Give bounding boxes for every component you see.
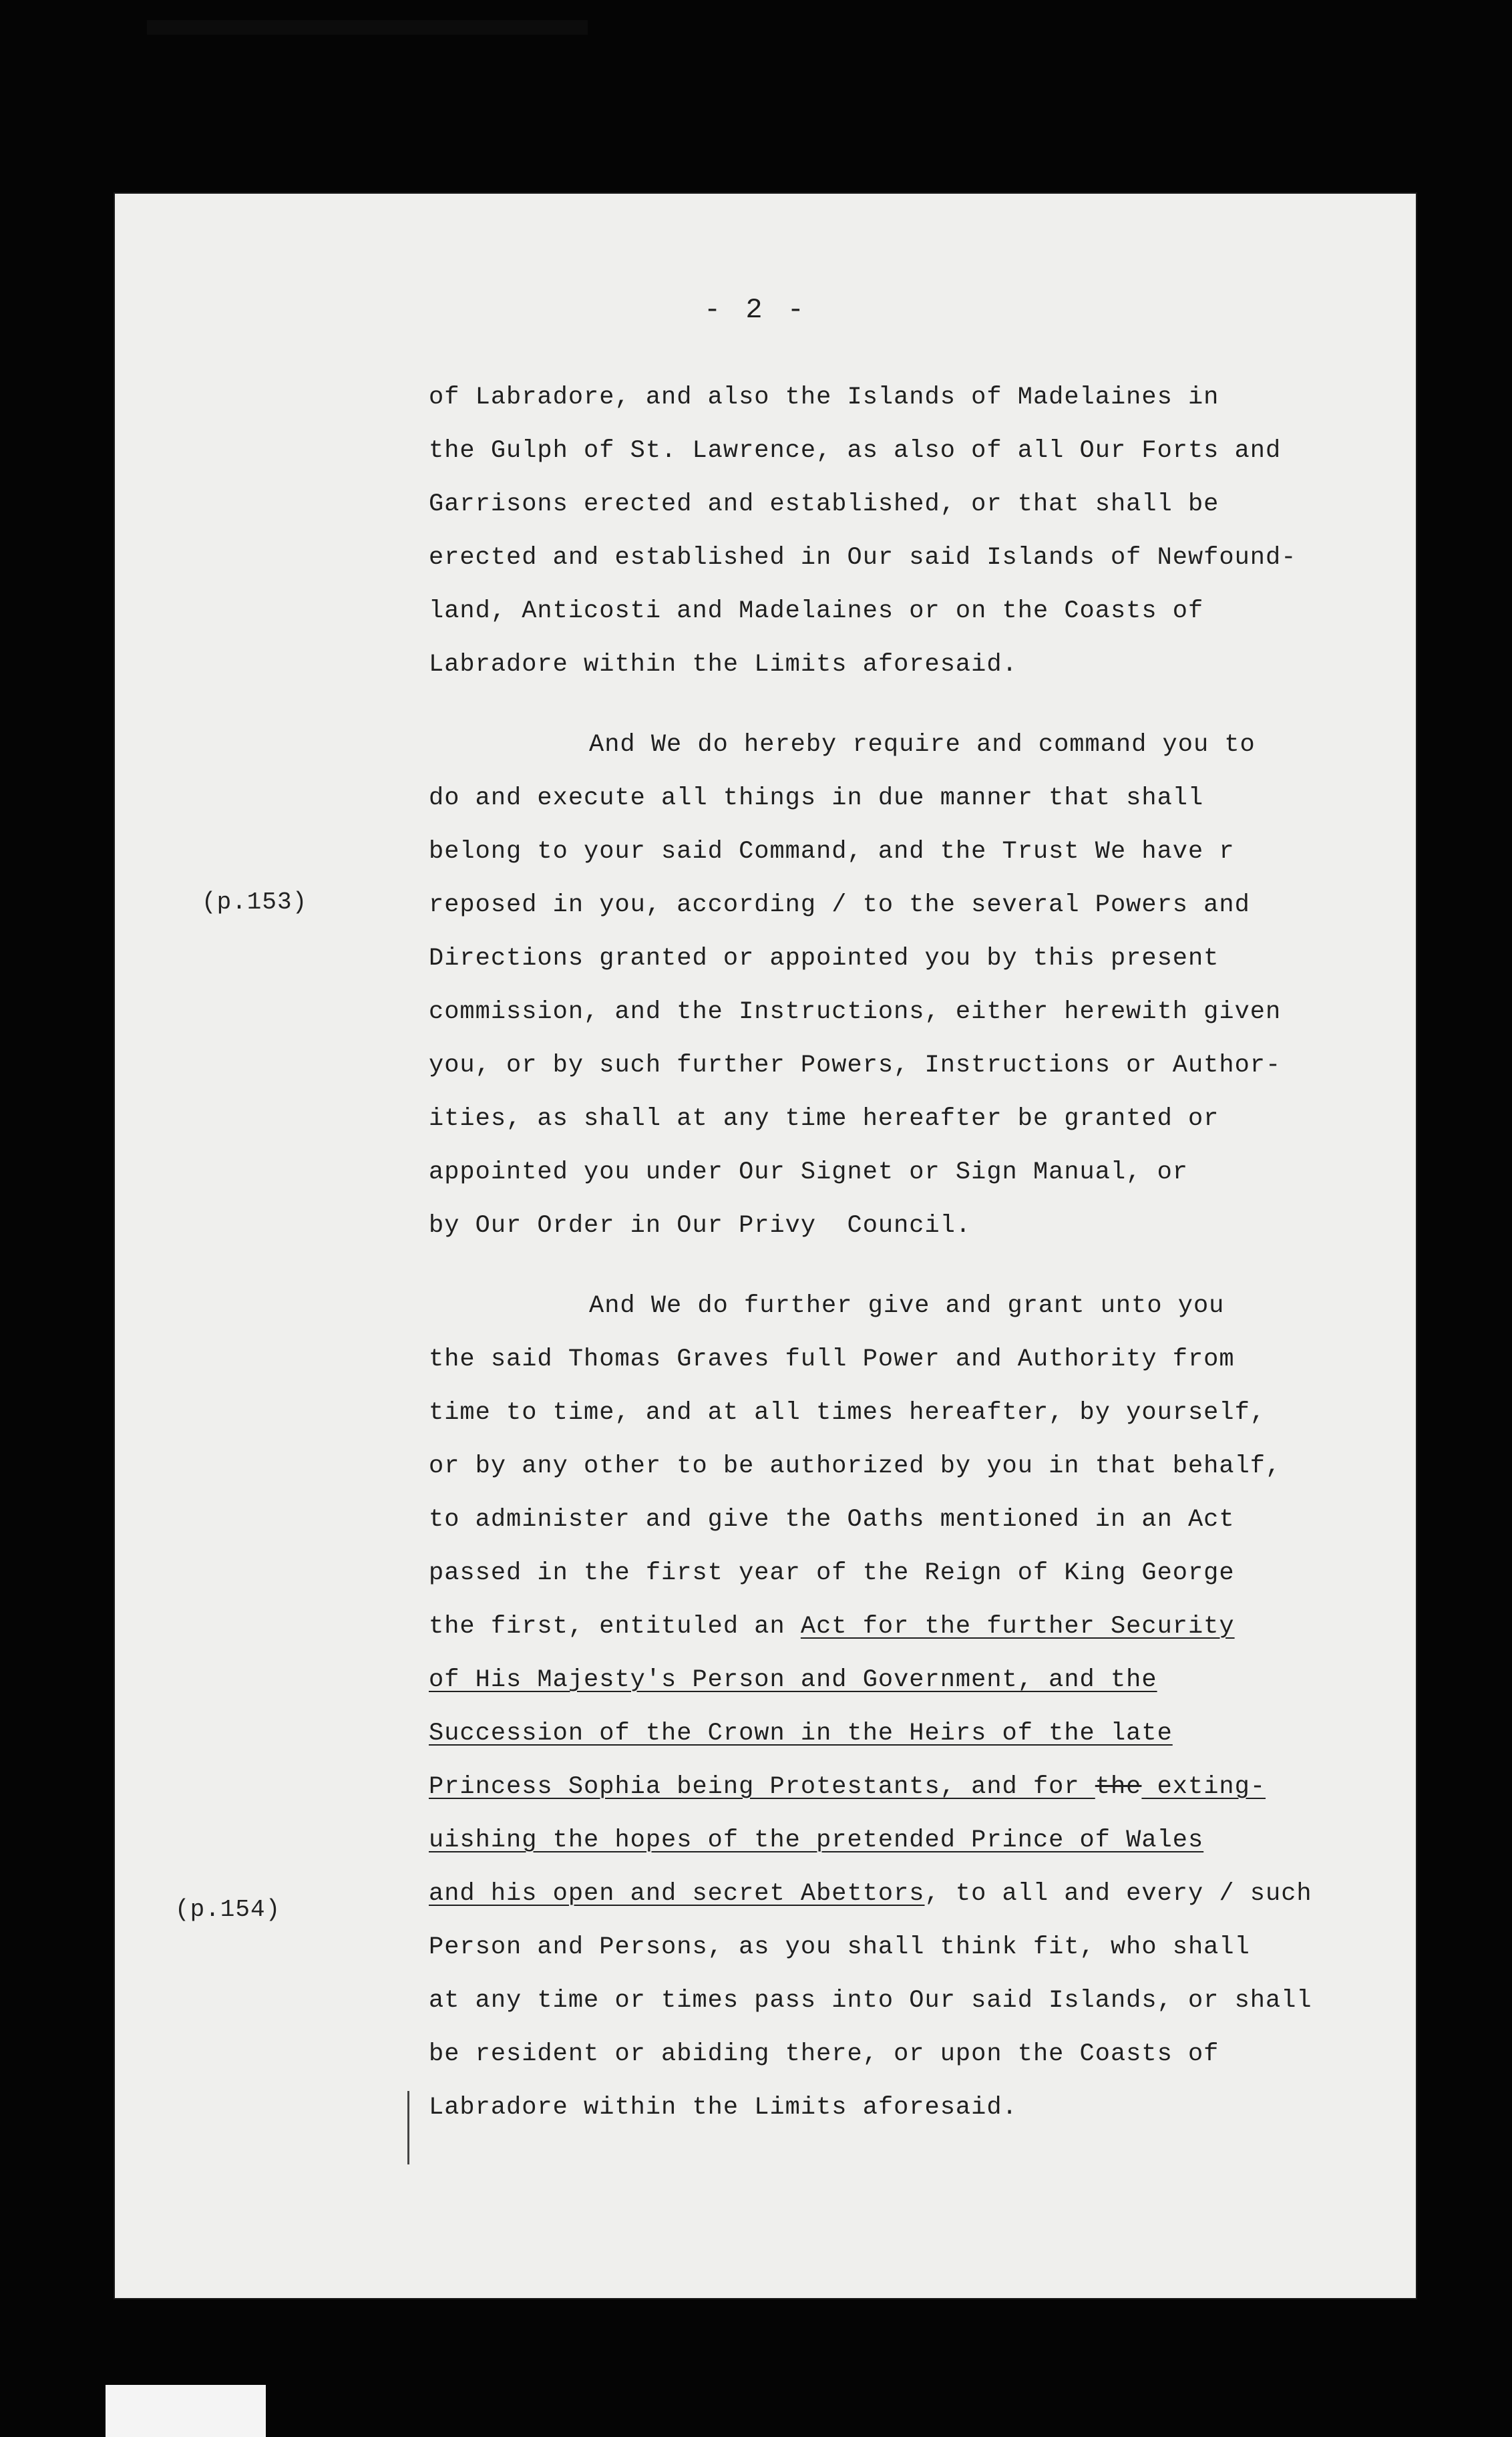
text-line: erected and established in Our said Islands of Newfound-: [429, 544, 1297, 572]
margin-reference-p154: (p.154): [175, 1896, 281, 1923]
text-line: to administer and give the Oaths mentioned in an Act: [429, 1506, 1235, 1534]
text-line: Labradore within the Limits aforesaid.: [429, 2094, 1018, 2122]
document-body: [429, 371, 1390, 2134]
text-line: be resident or abiding there, or upon the Coasts of: [429, 2040, 1219, 2068]
text-line: [429, 1600, 1390, 1653]
text-line: do and execute all things in due manner that shall: [429, 784, 1204, 812]
underlined-act-title: Princess Sophia being Protestants, and for: [429, 1773, 1095, 1801]
text-line: by Our Order in Our Privy Council.: [429, 1212, 972, 1240]
text-line: time to time, and at all times hereafter, by yourself,: [429, 1399, 1266, 1427]
text-line: And We do further give and grant unto you: [589, 1292, 1225, 1320]
text-line: of Labradore, and also the Islands of Madelaines in: [429, 383, 1219, 412]
text-line: Directions granted or appointed you by this present: [429, 945, 1219, 973]
text-line: Labradore within the Limits aforesaid.: [429, 651, 1018, 679]
underlined-act-title: of His Majesty's Person and Government, and the: [429, 1666, 1157, 1694]
underlined-act-title: Act for the further Security: [800, 1613, 1235, 1641]
underlined-act-title: exting-: [1141, 1773, 1266, 1801]
text-line: land, Anticosti and Madelaines or on the Coasts of: [429, 597, 1204, 625]
text-line: or by any other to be authorized by you in that behalf,: [429, 1452, 1282, 1480]
page-number: - 2 -: [703, 294, 809, 326]
text-line: commission, and the Instructions, either herewith given: [429, 998, 1282, 1026]
text-line: at any time or times pass into Our said Islands, or shall: [429, 1987, 1312, 2015]
scan-corner-tab: [106, 2385, 266, 2437]
text-line: Garrisons erected and established, or that shall be: [429, 490, 1219, 518]
underlined-act-title: uishing the hopes of the pretended Prince of Wales: [429, 1826, 1204, 1854]
text-line: ities, as shall at any time hereafter be granted or: [429, 1105, 1219, 1133]
text-line: Person and Persons, as you shall think fit, who shall: [429, 1933, 1250, 1961]
text-line: reposed in you, according / to the several Powers and: [429, 891, 1250, 919]
text-line: appointed you under Our Signet or Sign Manual, or: [429, 1158, 1188, 1186]
text-line: you, or by such further Powers, Instructions or Author-: [429, 1051, 1282, 1080]
margin-reference-p153: (p.153): [202, 888, 308, 916]
text-line: [429, 1760, 1390, 1814]
text-line: And We do hereby require and command you to: [589, 731, 1256, 759]
margin-pencil-mark: [407, 2091, 409, 2164]
text-line: passed in the first year of the Reign of King George: [429, 1559, 1235, 1587]
underlined-act-title: and his open and secret Abettors: [429, 1880, 925, 1908]
text-line: belong to your said Command, and the Trust We have r: [429, 838, 1235, 866]
text-line: the Gulph of St. Lawrence, as also of all Our Forts and: [429, 437, 1282, 465]
struck-word: the: [1095, 1773, 1142, 1801]
text-segment: , to all and every / such: [924, 1880, 1312, 1908]
text-line: [429, 1867, 1390, 1921]
text-segment: the first, entituled an: [429, 1613, 801, 1641]
scan-artifact: [147, 20, 588, 35]
text-line: the said Thomas Graves full Power and Authority from: [429, 1345, 1235, 1373]
underlined-act-title: Succession of the Crown in the Heirs of the late: [429, 1720, 1173, 1748]
